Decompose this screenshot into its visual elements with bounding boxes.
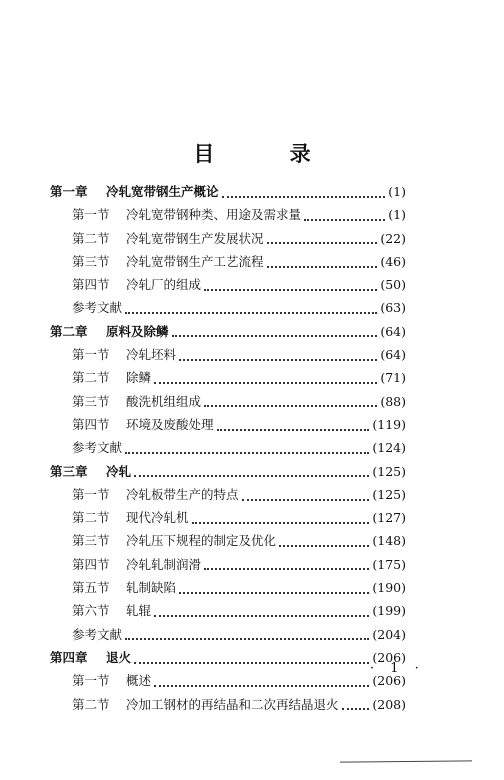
toc-entry-title: 冷轧板带生产的特点 bbox=[126, 486, 239, 502]
dot-leader bbox=[279, 545, 369, 547]
dot-leader bbox=[134, 475, 369, 477]
toc-reference-row bbox=[50, 438, 406, 461]
toc-chapter-row bbox=[50, 648, 406, 671]
toc-section-row bbox=[50, 485, 406, 508]
toc-entry-number: 第四章 bbox=[50, 649, 88, 665]
toc-entry-number: 第二节 bbox=[72, 370, 110, 386]
toc-section-row bbox=[50, 392, 406, 415]
dot-leader bbox=[217, 429, 370, 431]
toc-entry-title: 除鳞 bbox=[126, 370, 152, 386]
toc-entry-title: 冷轧 bbox=[106, 463, 132, 479]
toc-section-row bbox=[50, 695, 406, 718]
toc-entry-page: (208) bbox=[372, 696, 406, 712]
dot-leader bbox=[267, 242, 378, 244]
toc-entry-title: 冷轧宽带钢种类、用途及需求量 bbox=[126, 207, 302, 223]
toc-entry-title: 参考文献 bbox=[72, 300, 123, 316]
dot-leader bbox=[172, 335, 378, 337]
toc-entry-number: 第二节 bbox=[72, 230, 110, 246]
toc-reference-row bbox=[50, 625, 406, 648]
toc-entry-page: (1) bbox=[388, 184, 406, 199]
dot-leader bbox=[342, 708, 370, 710]
dot-leader bbox=[125, 312, 377, 314]
toc-entry-number: 第一节 bbox=[72, 486, 110, 502]
toc-entry-page: (125) bbox=[372, 486, 406, 502]
toc-entry-title: 冷轧轧制润滑 bbox=[126, 556, 202, 572]
toc-entry-number: 第一节 bbox=[72, 347, 110, 363]
toc-section-row bbox=[50, 275, 406, 298]
dot-leader bbox=[134, 662, 369, 664]
toc-entry-number: 第四节 bbox=[72, 277, 110, 293]
dot-leader bbox=[192, 522, 370, 524]
toc-section-row bbox=[50, 345, 406, 368]
toc-entry-page: (190) bbox=[372, 580, 406, 596]
page-title: 目 录 bbox=[193, 142, 345, 166]
toc-chapter-row bbox=[50, 322, 406, 345]
dot-leader bbox=[304, 219, 385, 221]
dot-leader bbox=[154, 615, 369, 617]
toc-entry-page: (148) bbox=[372, 533, 406, 549]
toc-section-row bbox=[50, 601, 406, 624]
toc-section-row bbox=[50, 368, 406, 391]
toc-section-row bbox=[50, 578, 406, 601]
toc-section-row bbox=[50, 415, 406, 438]
dot-leader bbox=[179, 359, 377, 361]
toc-entry-page: (50) bbox=[380, 277, 406, 293]
dot-leader bbox=[154, 685, 369, 687]
toc-entry-page: (206) bbox=[372, 649, 406, 665]
toc-entry-title: 冷轧宽带钢生产工艺流程 bbox=[126, 253, 264, 269]
toc-entry-page: (127) bbox=[372, 510, 406, 526]
toc-entry-title: 冷轧坯料 bbox=[126, 347, 177, 363]
toc-entry-title: 概述 bbox=[126, 673, 152, 689]
toc-entry-number: 第二节 bbox=[72, 510, 110, 526]
toc-entry-page: (88) bbox=[380, 393, 406, 409]
dot-leader bbox=[242, 499, 370, 501]
toc-section-row bbox=[50, 671, 406, 694]
toc-entry-title: 冷轧宽带钢生产概论 bbox=[106, 184, 219, 199]
toc-reference-row bbox=[50, 298, 406, 321]
toc-entry-page: (125) bbox=[372, 463, 406, 479]
dot-leader bbox=[267, 266, 378, 268]
toc-entry-title: 参考文献 bbox=[72, 440, 123, 456]
toc-entry-title: 退火 bbox=[106, 649, 132, 665]
toc-entry-page: (124) bbox=[372, 440, 406, 456]
dot-leader bbox=[222, 196, 386, 198]
bottom-rule bbox=[340, 760, 472, 762]
toc-entry-page: (204) bbox=[372, 626, 406, 642]
toc-entry-page: (64) bbox=[380, 347, 406, 363]
toc-entry-page: (71) bbox=[380, 370, 406, 386]
toc-entry-page: (119) bbox=[372, 416, 406, 432]
dot-leader bbox=[204, 568, 369, 570]
toc-entry-number: 第三节 bbox=[72, 533, 110, 549]
toc-entry-title: 现代冷轧机 bbox=[126, 510, 189, 526]
toc-entry-page: (199) bbox=[372, 603, 406, 619]
toc-section-row bbox=[50, 531, 406, 554]
toc-entry-number: 第二节 bbox=[72, 696, 110, 712]
toc-entry-page: (175) bbox=[372, 556, 406, 572]
toc-entry-title: 轧制缺陷 bbox=[126, 580, 177, 596]
dot-leader bbox=[125, 638, 369, 640]
dot-leader bbox=[204, 405, 377, 407]
dot-leader bbox=[154, 382, 377, 384]
toc-entry-page: (1) bbox=[388, 207, 406, 223]
toc-entry-title: 环境及废酸处理 bbox=[126, 416, 214, 432]
toc-entry-title: 参考文献 bbox=[72, 626, 123, 642]
toc-entry-number: 第六节 bbox=[72, 603, 110, 619]
toc-section-row bbox=[50, 508, 406, 531]
toc-entry-number: 第二章 bbox=[50, 323, 88, 339]
toc-entry-number: 第四节 bbox=[72, 556, 110, 572]
dot-leader bbox=[179, 592, 369, 594]
toc-entry-title: 冷加工钢材的再结晶和二次再结晶退火 bbox=[126, 696, 339, 712]
toc-entry-number: 第一节 bbox=[72, 207, 110, 223]
toc-entry-number: 第三节 bbox=[72, 393, 110, 409]
toc-section-row bbox=[50, 205, 406, 228]
dot-leader bbox=[204, 289, 377, 291]
toc-chapter-row bbox=[50, 182, 406, 205]
toc-section-row bbox=[50, 555, 406, 578]
toc-entry-number: 第三节 bbox=[72, 253, 110, 269]
toc-entry-title: 冷轧宽带钢生产发展状况 bbox=[126, 230, 264, 246]
toc-entry-number: 第三章 bbox=[50, 463, 88, 479]
page-number: · 1 · bbox=[370, 661, 425, 676]
toc-entry-page: (46) bbox=[380, 253, 406, 269]
toc-entry-page: (22) bbox=[380, 230, 406, 246]
toc-entry-page: (64) bbox=[380, 323, 406, 339]
toc-entry-number: 第五节 bbox=[72, 580, 110, 596]
toc-entry-page: (206) bbox=[372, 673, 406, 689]
toc-entry-title: 冷轧厂的组成 bbox=[126, 277, 202, 293]
toc-section-row bbox=[50, 229, 406, 252]
toc-entry-number: 第一节 bbox=[72, 673, 110, 689]
dot-leader bbox=[125, 452, 369, 454]
toc-entry-number: 第一章 bbox=[50, 184, 88, 199]
toc-entry-number: 第四节 bbox=[72, 416, 110, 432]
toc-entry-title: 冷轧压下规程的制定及优化 bbox=[126, 533, 277, 549]
toc-entry-title: 原料及除鳞 bbox=[106, 323, 169, 339]
toc-entry-page: (63) bbox=[380, 300, 406, 316]
table-of-contents bbox=[50, 182, 406, 718]
toc-entry-title: 轧辊 bbox=[126, 603, 152, 619]
toc-chapter-row bbox=[50, 462, 406, 485]
toc-section-row bbox=[50, 252, 406, 275]
toc-entry-title: 酸洗机组组成 bbox=[126, 393, 202, 409]
